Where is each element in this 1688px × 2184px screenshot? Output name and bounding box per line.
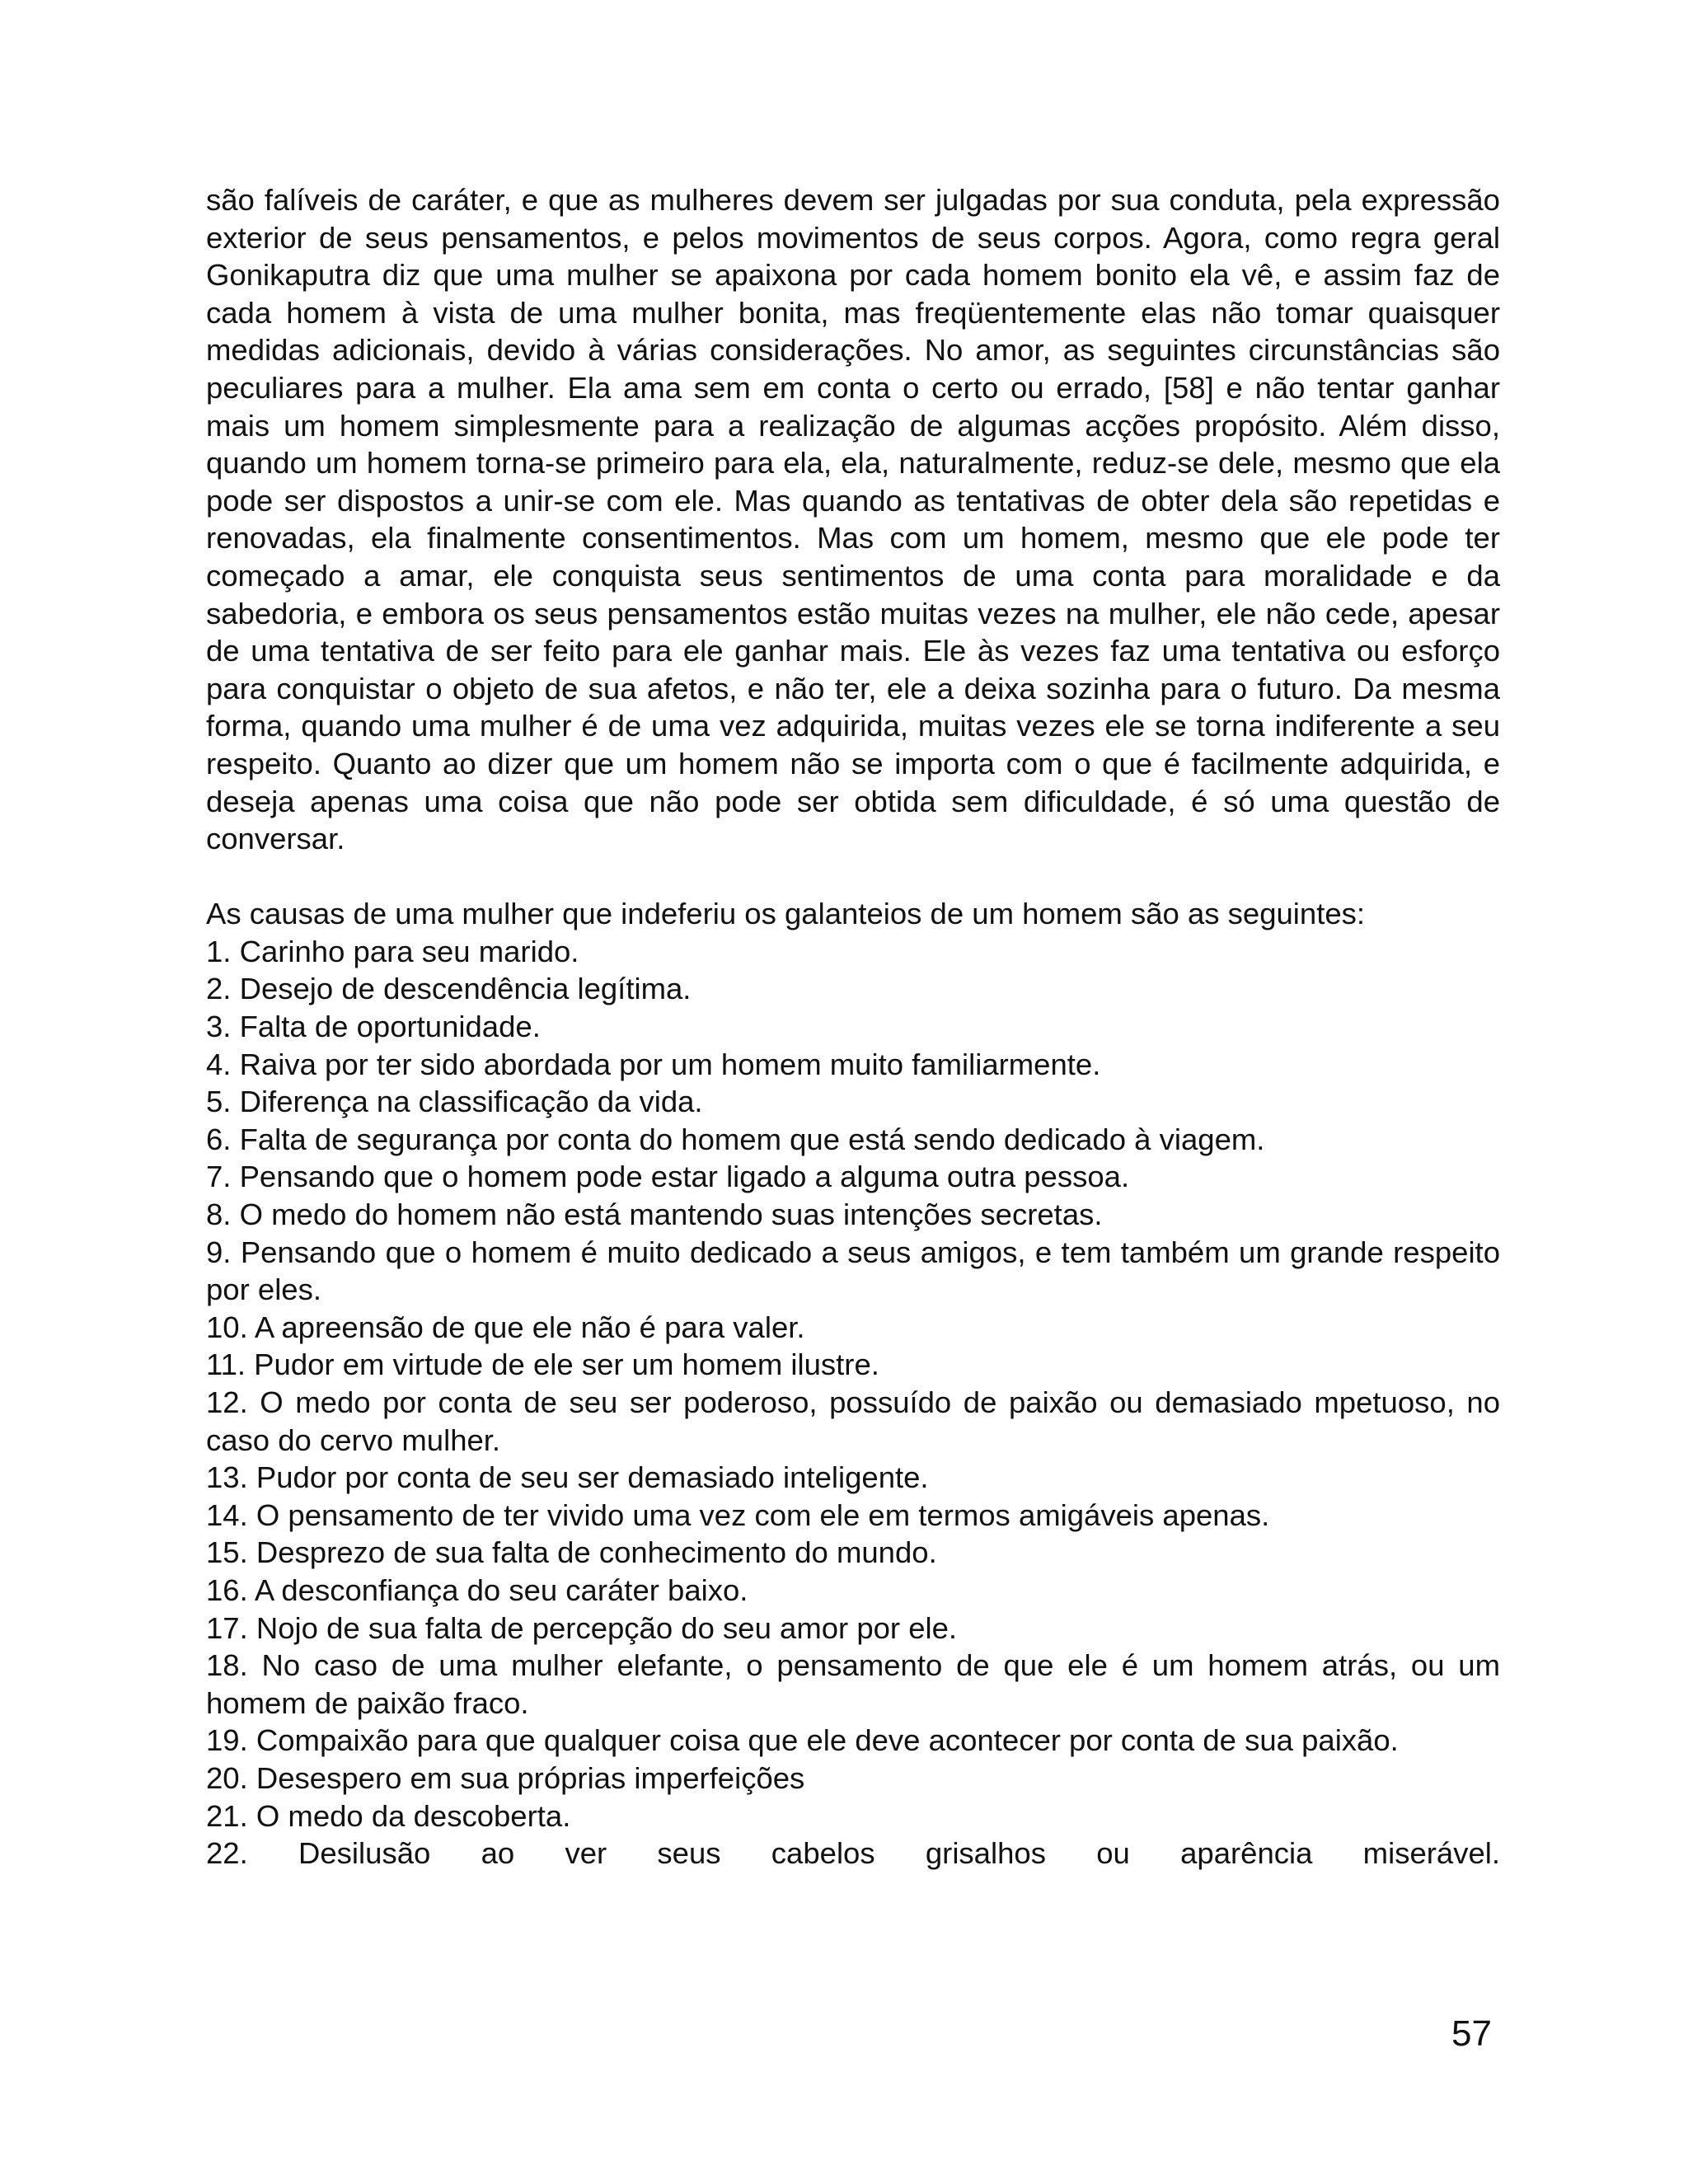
list-item: 7. Pensando que o homem pode estar ligado a alguma outra pessoa. <box>206 1160 1130 1194</box>
list-item: 17. Nojo de sua falta de percepção do seu amor por ele. <box>206 1610 958 1645</box>
list-item: 16. A desconfiança do seu caráter baixo. <box>206 1572 748 1607</box>
page-content <box>206 181 1500 1872</box>
list-item: 1. Carinho para seu marido. <box>206 934 579 968</box>
list-item: 12. O medo por conta de seu ser poderoso, possuído de paixão ou demasiado mpetuoso, no caso do cervo mulher. <box>206 1385 1500 1457</box>
list-item: 20. Desespero em sua próprias imperfeições <box>206 1760 805 1795</box>
list-intro: As causas de uma mulher que indeferiu os galanteios de um homem são as seguintes: <box>206 897 1366 931</box>
list-item: 8. O medo do homem não está mantendo suas intenções secretas. <box>206 1197 1103 1232</box>
list-item: 19. Compaixão para que qualquer coisa que ele deve acontecer por conta de sua paixão. <box>206 1723 1399 1758</box>
list-item: 13. Pudor por conta de seu ser demasiado inteligente. <box>206 1460 929 1495</box>
page-number: 57 <box>1451 2013 1492 2054</box>
list-item: 21. O medo da descoberta. <box>206 1798 571 1833</box>
list-item: 11. Pudor em virtude de ele ser um homem ilustre. <box>206 1347 879 1382</box>
causes-list <box>206 933 1500 1872</box>
list-item: 4. Raiva por ter sido abordada por um homem muito familiarmente. <box>206 1047 1101 1081</box>
list-item: 15. Desprezo de sua falta de conhecimento do mundo. <box>206 1535 937 1570</box>
list-item: 3. Falta de oportunidade. <box>206 1010 541 1044</box>
body-paragraph: são falíveis de caráter, e que as mulheres devem ser julgadas por sua conduta, pela expressão exterior de seus pensamentos, e pelos movimentos de seus corpos. Agora, como regra geral Gonikaputra diz que uma mulher se apaixona por cada homem bonito ela vê, e assim faz de cada homem à vista de uma mulher bonita, mas freqüentemente elas não tomar quaisquer medidas adicionais, devido à várias considerações. No amor, as seguintes circunstâncias são peculiares para a mulher. Ela ama sem em conta o certo ou errado, [58] e não tentar ganhar mais um homem simplesmente para a realização de algumas acções propósito. Além disso, quando um homem torna-se primeiro para ela, ela, naturalmente, reduz-se dele, mesmo que ela pode ser dispostos a unir-se com ele. Mas quando as tentativas de obter dela são repetidas e renovadas, ela finalmente consentimentos. Mas com um homem, mesmo que ele pode ter começado a amar, ele conquista seus sentimentos de uma conta para moralidade e da sabedoria, e embora os seus pensamentos estão muitas vezes na mulher, ele não cede, apesar de uma tentativa de ser feito para ele ganhar mais. Ele às vezes faz uma tentativa ou esforço para conquistar o objeto de sua afetos, e não ter, ele a deixa sozinha para o futuro. Da mesma forma, quando uma mulher é de uma vez adquirida, muitas vezes ele se torna indiferente a seu respeito. Quanto ao dizer que um homem não se importa com o que é facilmente adquirida, e deseja apenas uma coisa que não pode ser obtida sem dificuldade, é só uma questão de conversar. <box>206 183 1500 856</box>
list-item: 10. A apreensão de que ele não é para valer. <box>206 1310 805 1344</box>
list-item: 2. Desejo de descendência legítima. <box>206 972 692 1006</box>
list-item: 14. O pensamento de ter vivido uma vez com ele em termos amigáveis apenas. <box>206 1497 1270 1532</box>
list-item: 22. Desilusão ao ver seus cabelos grisalhos ou aparência miserável. <box>206 1836 1500 1871</box>
list-item: 9. Pensando que o homem é muito dedicado a seus amigos, e tem também um grande respeito por eles. <box>206 1235 1500 1307</box>
list-item: 6. Falta de segurança por conta do homem que está sendo dedicado à viagem. <box>206 1122 1265 1156</box>
list-item: 5. Diferença na classificação da vida. <box>206 1085 703 1119</box>
list-item: 18. No caso de uma mulher elefante, o pensamento de que ele é um homem atrás, ou um homem de paixão fraco. <box>206 1648 1500 1720</box>
